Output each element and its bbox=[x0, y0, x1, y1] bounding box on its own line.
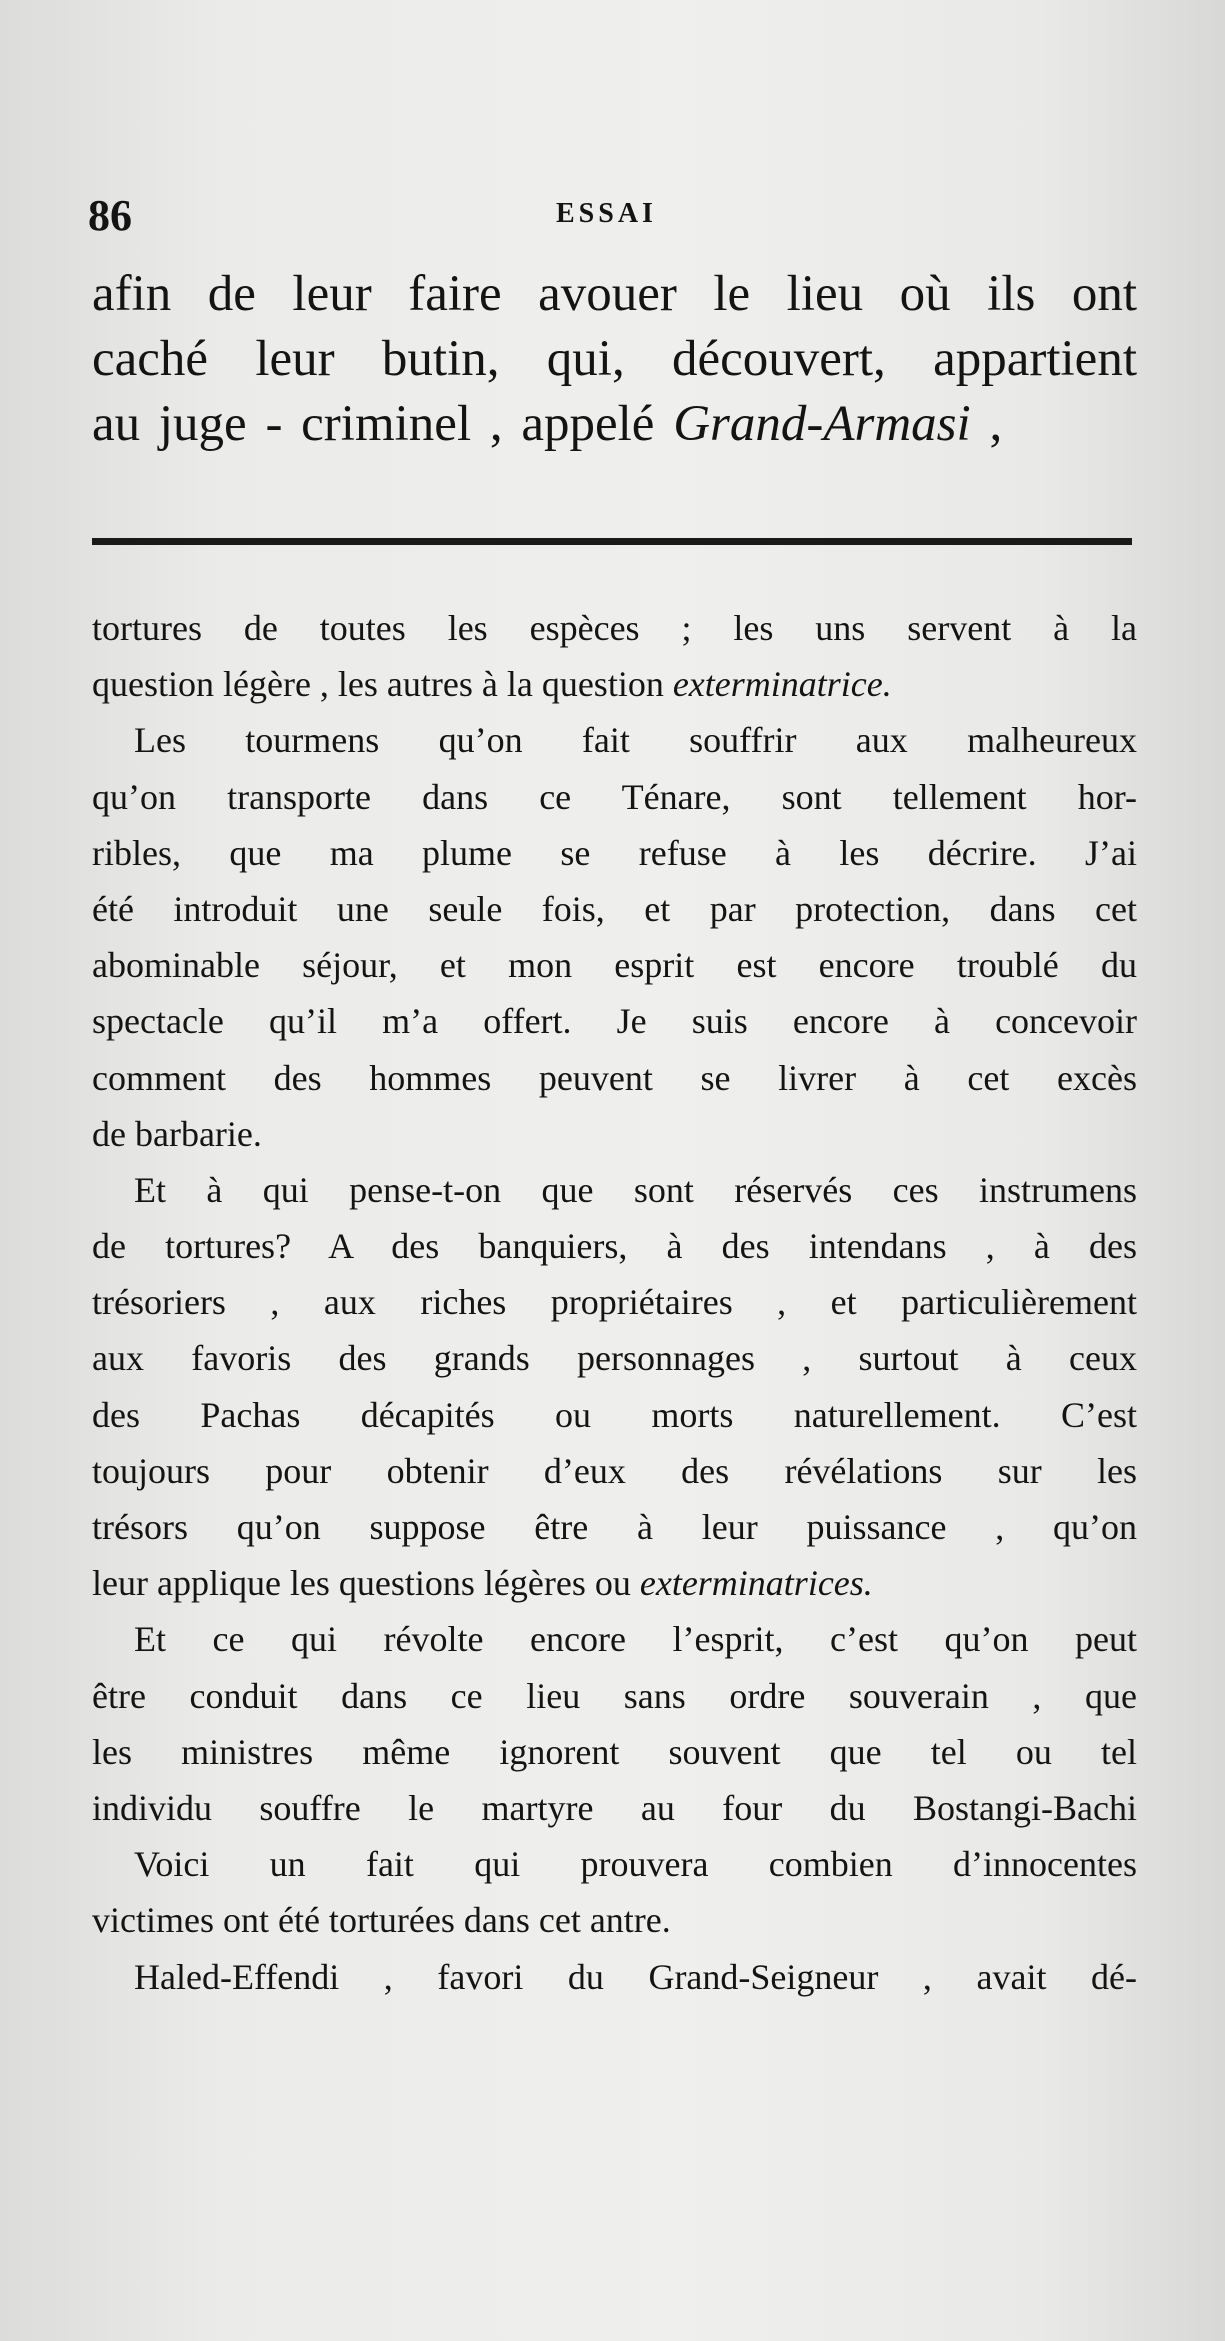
footnote-line: aux favoris des grands personnages , surtout à ceux bbox=[92, 1338, 1137, 1379]
footnote-line: tortures de toutes les espèces ; les uns servent à la bbox=[92, 608, 1137, 648]
footnote-line: des Pachas décapités ou morts naturellement. C’est bbox=[92, 1394, 1137, 1435]
text-line: au juge - criminel , appelé Grand-Armasi , bbox=[92, 396, 1003, 452]
footnote-line: question légère , les autres à la question exterminatrice. bbox=[92, 664, 892, 705]
emphasized-term: Grand-Armasi bbox=[673, 396, 971, 452]
footnote-line: Les tourmens qu’on fait souffrir aux malheureux bbox=[134, 720, 1137, 761]
footnote-line: Et ce qui révolte encore l’esprit, c’est qu’on peut bbox=[134, 1619, 1137, 1660]
footnote-line: abominable séjour, et mon esprit est encore troublé du bbox=[92, 945, 1137, 986]
footnote-line: trésors qu’on suppose être à leur puissance , qu’on bbox=[92, 1507, 1137, 1547]
footnote-line: les ministres même ignorent souvent que tel ou tel bbox=[92, 1731, 1137, 1772]
main-text bbox=[92, 262, 1137, 457]
footnote-line: comment des hommes peuvent se livrer à cet excès bbox=[92, 1057, 1137, 1098]
text-line: afin de leur faire avouer le lieu où ils ont bbox=[92, 266, 1137, 322]
footnote-line: leur applique les questions légères ou exterminatrices. bbox=[92, 1563, 873, 1604]
footnote-line: qu’on transporte dans ce Ténare, sont tellement hor- bbox=[92, 776, 1137, 817]
page-number: 86 bbox=[88, 191, 132, 240]
running-title: ESSAI bbox=[556, 198, 657, 229]
footnote bbox=[92, 600, 1137, 2005]
footnote-line: victimes ont été torturées dans cet antre. bbox=[92, 1900, 671, 1941]
footnote-line: Voici un fait qui prouvera combien d’innocentes bbox=[134, 1844, 1137, 1885]
footnote-line: être conduit dans ce lieu sans ordre souverain , que bbox=[92, 1675, 1137, 1716]
footnote-line: toujours pour obtenir d’eux des révélations sur les bbox=[92, 1450, 1137, 1491]
footnote-line: spectacle qu’il m’a offert. Je suis encore à concevoir bbox=[92, 1001, 1137, 1042]
footnote-line: ribles, que ma plume se refuse à les décrire. J’ai bbox=[92, 832, 1137, 873]
footnote-line: Et à qui pense-t-on que sont réservés ces instrumens bbox=[134, 1169, 1137, 1210]
footnote-line: été introduit une seule fois, et par protection, dans cet bbox=[92, 888, 1137, 929]
footnote-line: de tortures? A des banquiers, à des intendans , à des bbox=[92, 1226, 1137, 1267]
footnote-separator-rule bbox=[92, 538, 1132, 545]
text-line: caché leur butin, qui, découvert, appartient bbox=[92, 331, 1137, 387]
footnote-line: Haled-Effendi , favori du Grand-Seigneur , avait dé- bbox=[134, 1956, 1137, 1997]
footnote-line: trésoriers , aux riches propriétaires , et particulièrement bbox=[92, 1282, 1137, 1323]
footnote-line: individu souffre le martyre au four du Bostangi-Bachi bbox=[92, 1787, 1137, 1828]
page-header bbox=[88, 190, 1128, 250]
emphasized-term: exterminatrice. bbox=[672, 664, 892, 705]
footnote-line: de barbarie. bbox=[92, 1113, 262, 1154]
emphasized-term: exterminatrices. bbox=[639, 1563, 873, 1604]
